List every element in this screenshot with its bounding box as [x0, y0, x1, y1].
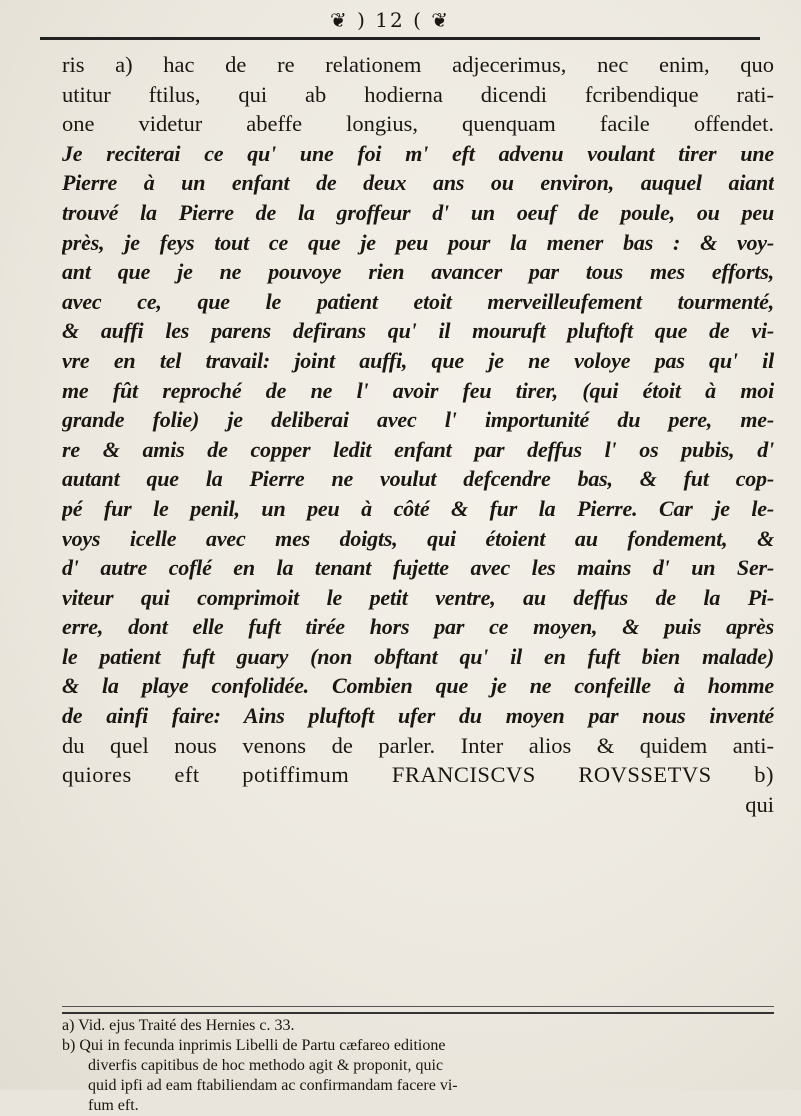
- text-line: d' autre coflé en la tenant fujette avec les mains d' un Ser-: [62, 555, 774, 581]
- footnotes: [62, 1016, 774, 1116]
- text-line: ris a) hac de re relationem adjecerimus, nec enim, quo: [62, 52, 774, 77]
- footnote-b: b) Qui in fecunda inprimis Libelli de Partu cæfareo editione: [62, 1037, 446, 1054]
- text-line: trouvé la Pierre de la groffeur d' un oeuf de poule, ou peu: [62, 199, 774, 225]
- text-line: autant que la Pierre ne voulut defcendre bas, & fut cop-: [62, 466, 774, 492]
- footnote-rule-thin: [62, 1006, 774, 1007]
- text-line: grande folie) je deliberai avec l' importunité du pere, me-: [62, 407, 774, 433]
- text-line: quiores eft potiffimum FRANCISCVS ROVSSETVS b): [62, 762, 774, 788]
- text-line: du quel nous venons de parler. Inter alios & quidem anti-: [62, 732, 774, 758]
- text-line: viteur qui comprimoit le petit ventre, au deffus de la Pi-: [62, 584, 774, 610]
- header-ornament-left: ❦ ): [329, 8, 367, 32]
- text-line: & auffi les parens defirans qu' il mouruft pluftoft que de vi-: [62, 318, 774, 344]
- text-line: me fût reproché de ne l' avoir feu tirer, (qui étoit à moi: [62, 377, 774, 403]
- footnote-line: diverfis capitibus de hoc methodo agit & proponit, quic: [88, 1057, 444, 1074]
- text-line: avec ce, que le patient etoit merveilleufement tourmenté,: [62, 288, 774, 314]
- page-header: [180, 8, 600, 32]
- footnote-line: fum eft.: [88, 1097, 139, 1114]
- main-text: [62, 50, 774, 819]
- text-line: le patient fuft guary (non obftant qu' il en fuft bien malade): [62, 643, 774, 669]
- text-line: one videtur abeffe longius, quenquam facile offendet.: [62, 111, 774, 137]
- text-line: utitur ftilus, qui ab hodierna dicendi fcribendique rati-: [62, 81, 774, 107]
- text-line: Pierre à un enfant de deux ans ou environ, auquel aiant: [62, 170, 774, 196]
- text-line: erre, dont elle fuft tirée hors par ce moyen, & puis après: [62, 614, 774, 640]
- header-rule: [40, 37, 760, 40]
- text-line: vre en tel travail: joint auffi, que je ne voloye pas qu' il: [62, 347, 774, 373]
- text-line: pé fur le penil, un peu à côté & fur la Pierre. Car je le-: [62, 495, 774, 521]
- text-line: de ainfi faire: Ains pluftoft ufer du moyen par nous inventé: [62, 703, 774, 729]
- footnote-rule: [62, 1012, 774, 1014]
- footnote-a: a) Vid. ejus Traité des Hernies c. 33.: [62, 1017, 295, 1034]
- text-line: Je reciterai ce qu' une foi m' eft advenu voulant tirer une: [62, 140, 774, 166]
- footnote-line: quid ipfi ad eam ftabiliendam ac confirmandam facere vi-: [88, 1077, 458, 1094]
- text-line: & la playe confolidée. Combien que je ne confeille à homme: [62, 673, 774, 699]
- text-line: voys icelle avec mes doigts, qui étoient au fondement, &: [62, 525, 774, 551]
- catchword: qui: [745, 791, 774, 817]
- header-ornament-right: ( ❦: [413, 8, 450, 32]
- text-line: re & amis de copper ledit enfant par deffus l' os pubis, d': [62, 436, 774, 462]
- page-number: 12: [375, 8, 405, 32]
- text-line: près, je feys tout ce que je peu pour la mener bas : & voy-: [62, 229, 774, 255]
- text-line: ant que je ne pouvoye rien avancer par tous mes efforts,: [62, 259, 774, 285]
